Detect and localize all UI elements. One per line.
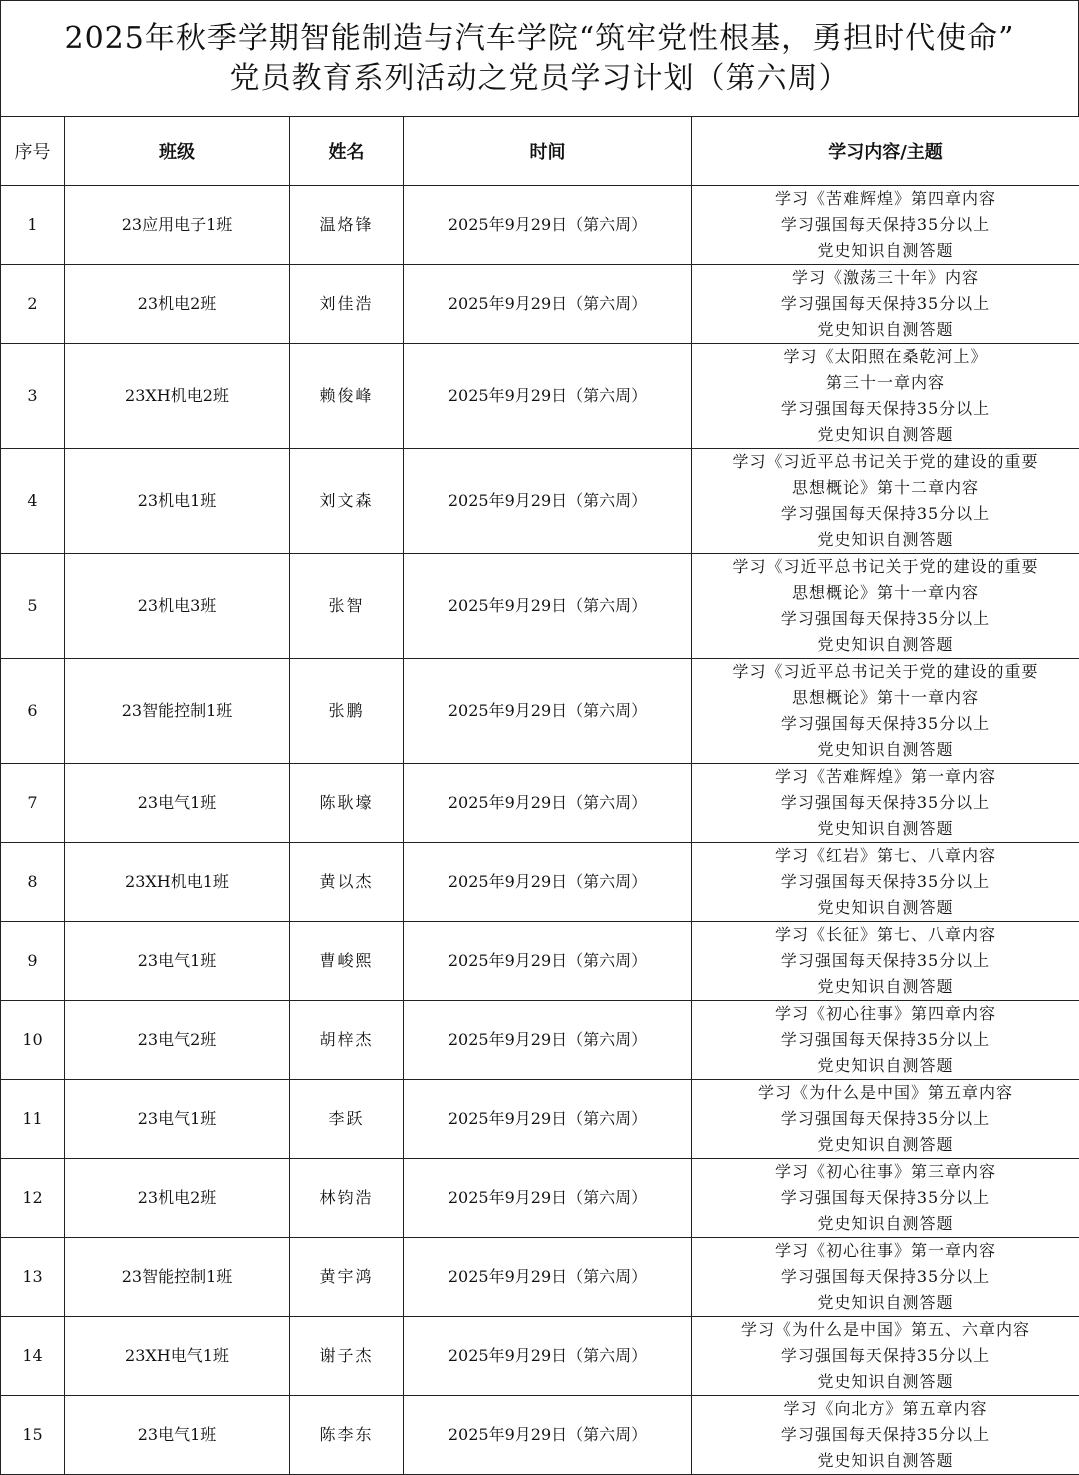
cell-seq: 15 [1,1396,65,1475]
table-row [1,554,1079,659]
study-plan-table [0,116,1079,1475]
content-line: 学习强国每天保持35分以上 [692,1264,1079,1290]
content-line: 党史知识自测答题 [692,737,1079,763]
content-line: 学习《初心往事》第四章内容 [692,1001,1079,1027]
table-row [1,1396,1079,1475]
table-row [1,1159,1079,1238]
cell-seq: 14 [1,1317,65,1396]
cell-time: 2025年9月29日（第六周） [404,1317,692,1396]
cell-name: 刘文森 [290,449,404,554]
table-row [1,265,1079,344]
content-line: 学习《长征》第七、八章内容 [692,922,1079,948]
table-row [1,843,1079,922]
content-line: 学习《红岩》第七、八章内容 [692,843,1079,869]
cell-name: 曹峻熙 [290,922,404,1001]
cell-class: 23机电2班 [65,1159,290,1238]
cell-time: 2025年9月29日（第六周） [404,659,692,764]
cell-time: 2025年9月29日（第六周） [404,1080,692,1159]
cell-name: 赖俊峰 [290,344,404,449]
cell-time: 2025年9月29日（第六周） [404,344,692,449]
content-line: 学习强国每天保持35分以上 [692,501,1079,527]
cell-content [692,1001,1079,1080]
cell-content [692,1159,1079,1238]
cell-content [692,265,1079,344]
title-line-1: 2025年秋季学期智能制造与汽车学院“筑牢党性根基，勇担时代使命” [64,19,1014,59]
table-row [1,186,1079,265]
cell-class: 23XH电气1班 [65,1317,290,1396]
content-line: 党史知识自测答题 [692,974,1079,1000]
cell-time: 2025年9月29日（第六周） [404,1001,692,1080]
cell-name: 张智 [290,554,404,659]
content-line: 学习《初心往事》第一章内容 [692,1238,1079,1264]
cell-name: 刘佳浩 [290,265,404,344]
cell-time: 2025年9月29日（第六周） [404,186,692,265]
content-line: 党史知识自测答题 [692,632,1079,658]
content-line: 学习《为什么是中国》第五、六章内容 [692,1317,1079,1343]
content-line: 学习强国每天保持35分以上 [692,1185,1079,1211]
cell-class: 23电气1班 [65,922,290,1001]
cell-class: 23XH机电1班 [65,843,290,922]
cell-seq: 11 [1,1080,65,1159]
cell-name: 林钧浩 [290,1159,404,1238]
content-line: 学习《苦难辉煌》第四章内容 [692,186,1079,212]
content-line: 学习强国每天保持35分以上 [692,291,1079,317]
content-line: 党史知识自测答题 [692,1053,1079,1079]
cell-content [692,449,1079,554]
header-name: 姓名 [290,117,404,186]
cell-seq: 3 [1,344,65,449]
cell-content [692,1317,1079,1396]
cell-content [692,554,1079,659]
cell-time: 2025年9月29日（第六周） [404,1396,692,1475]
cell-name: 黄以杰 [290,843,404,922]
content-line: 学习强国每天保持35分以上 [692,790,1079,816]
cell-time: 2025年9月29日（第六周） [404,843,692,922]
table-row [1,449,1079,554]
content-line: 党史知识自测答题 [692,1211,1079,1237]
cell-name: 张鹏 [290,659,404,764]
content-line: 党史知识自测答题 [692,527,1079,553]
table-row [1,344,1079,449]
cell-seq: 9 [1,922,65,1001]
cell-content [692,764,1079,843]
content-line: 学习强国每天保持35分以上 [692,396,1079,422]
cell-class: 23电气1班 [65,764,290,843]
content-line: 学习强国每天保持35分以上 [692,948,1079,974]
header-class: 班级 [65,117,290,186]
content-line: 学习《初心往事》第三章内容 [692,1159,1079,1185]
table-row [1,764,1079,843]
cell-content [692,344,1079,449]
content-line: 学习强国每天保持35分以上 [692,1343,1079,1369]
cell-content [692,186,1079,265]
content-line: 学习强国每天保持35分以上 [692,1422,1079,1448]
cell-seq: 10 [1,1001,65,1080]
content-line: 学习《习近平总书记关于党的建设的重要 [692,659,1079,685]
table-row [1,1238,1079,1317]
cell-name: 温烙锋 [290,186,404,265]
cell-seq: 12 [1,1159,65,1238]
cell-seq: 6 [1,659,65,764]
content-line: 党史知识自测答题 [692,1290,1079,1316]
content-line: 思想概论》第十一章内容 [692,685,1079,711]
cell-time: 2025年9月29日（第六周） [404,265,692,344]
header-content: 学习内容/主题 [692,117,1079,186]
content-line: 党史知识自测答题 [692,238,1079,264]
cell-name: 陈耿壕 [290,764,404,843]
cell-class: 23电气1班 [65,1396,290,1475]
cell-name: 黄宇鸿 [290,1238,404,1317]
cell-name: 陈李东 [290,1396,404,1475]
cell-time: 2025年9月29日（第六周） [404,449,692,554]
cell-class: 23智能控制1班 [65,1238,290,1317]
cell-seq: 8 [1,843,65,922]
content-line: 学习强国每天保持35分以上 [692,1027,1079,1053]
cell-seq: 5 [1,554,65,659]
content-line: 学习《太阳照在桑乾河上》 [692,344,1079,370]
document-title [0,0,1079,116]
cell-time: 2025年9月29日（第六周） [404,922,692,1001]
content-line: 第三十一章内容 [692,370,1079,396]
table-row [1,1001,1079,1080]
table-row [1,1317,1079,1396]
cell-time: 2025年9月29日（第六周） [404,1238,692,1317]
cell-name: 胡梓杰 [290,1001,404,1080]
cell-class: 23电气1班 [65,1080,290,1159]
cell-class: 23电气2班 [65,1001,290,1080]
title-line-2: 党员教育系列活动之党员学习计划（第六周） [230,59,850,99]
cell-content [692,843,1079,922]
cell-content [692,1080,1079,1159]
content-line: 学习《激荡三十年》内容 [692,265,1079,291]
cell-time: 2025年9月29日（第六周） [404,554,692,659]
cell-content [692,659,1079,764]
cell-class: 23机电3班 [65,554,290,659]
cell-class: 23机电2班 [65,265,290,344]
content-line: 学习强国每天保持35分以上 [692,606,1079,632]
cell-seq: 13 [1,1238,65,1317]
content-line: 学习《习近平总书记关于党的建设的重要 [692,449,1079,475]
content-line: 学习《向北方》第五章内容 [692,1396,1079,1422]
cell-content [692,1238,1079,1317]
content-line: 学习《习近平总书记关于党的建设的重要 [692,554,1079,580]
content-line: 学习强国每天保持35分以上 [692,869,1079,895]
table-body [1,186,1079,1475]
content-line: 党史知识自测答题 [692,895,1079,921]
content-line: 党史知识自测答题 [692,317,1079,343]
content-line: 学习强国每天保持35分以上 [692,212,1079,238]
content-line: 党史知识自测答题 [692,1448,1079,1474]
cell-seq: 2 [1,265,65,344]
table-row [1,1080,1079,1159]
content-line: 党史知识自测答题 [692,1369,1079,1395]
content-line: 思想概论》第十二章内容 [692,475,1079,501]
table-row [1,659,1079,764]
content-line: 学习《为什么是中国》第五章内容 [692,1080,1079,1106]
content-line: 党史知识自测答题 [692,1132,1079,1158]
cell-time: 2025年9月29日（第六周） [404,1159,692,1238]
cell-name: 李跃 [290,1080,404,1159]
cell-class: 23机电1班 [65,449,290,554]
cell-content [692,1396,1079,1475]
cell-seq: 7 [1,764,65,843]
content-line: 学习强国每天保持35分以上 [692,1106,1079,1132]
cell-class: 23应用电子1班 [65,186,290,265]
table-row [1,922,1079,1001]
cell-content [692,922,1079,1001]
cell-class: 23XH机电2班 [65,344,290,449]
content-line: 党史知识自测答题 [692,422,1079,448]
content-line: 学习强国每天保持35分以上 [692,711,1079,737]
cell-seq: 1 [1,186,65,265]
content-line: 学习《苦难辉煌》第一章内容 [692,764,1079,790]
table-header-row [1,117,1079,186]
cell-seq: 4 [1,449,65,554]
header-seq: 序号 [1,117,65,186]
cell-class: 23智能控制1班 [65,659,290,764]
cell-name: 谢子杰 [290,1317,404,1396]
content-line: 思想概论》第十一章内容 [692,580,1079,606]
cell-time: 2025年9月29日（第六周） [404,764,692,843]
content-line: 党史知识自测答题 [692,816,1079,842]
header-time: 时间 [404,117,692,186]
